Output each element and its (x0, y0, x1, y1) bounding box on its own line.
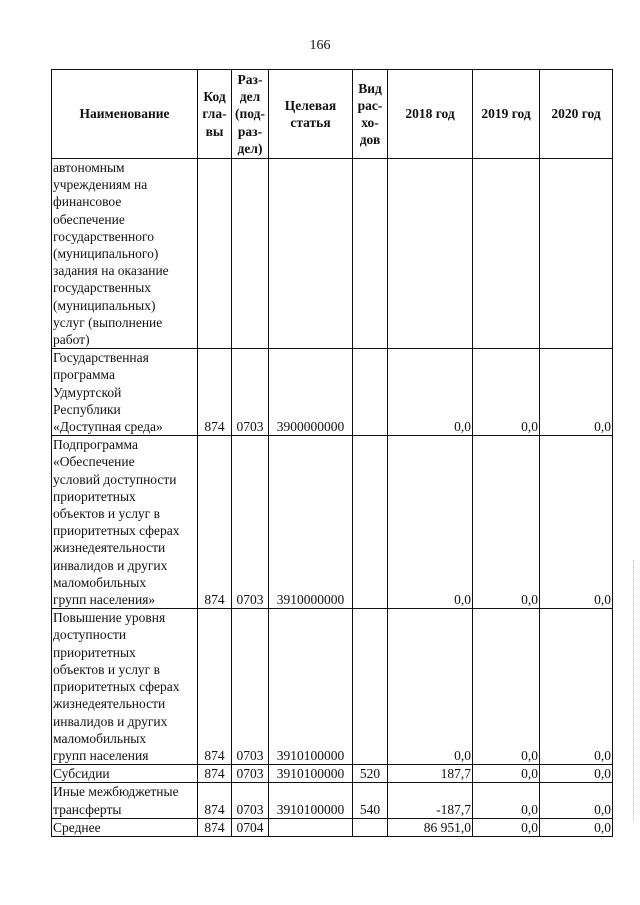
row-2018 (388, 159, 473, 349)
row-name: автономным учреждениям на финансовое обеспечение государственного (муниципального) задания на оказание государственных (муниципальных) услуг (выполнение работ) (52, 159, 198, 349)
row-2020: 0,0 (540, 609, 613, 765)
row-2020: 0,0 (540, 818, 613, 836)
budget-table (51, 69, 613, 837)
row-2020: 0,0 (540, 765, 613, 783)
row-code: 874 (198, 436, 232, 609)
header-name: Наименование (52, 70, 198, 159)
row-target: 3910100000 (269, 609, 353, 765)
row-2020: 0,0 (540, 436, 613, 609)
row-target: 3900000000 (269, 349, 353, 436)
header-section: Раз- дел (под- раз- дел) (232, 70, 269, 159)
row-expense: 520 (353, 765, 388, 783)
row-code: 874 (198, 818, 232, 836)
row-code: 874 (198, 349, 232, 436)
row-2020 (540, 159, 613, 349)
page-number: 166 (309, 38, 331, 53)
row-2020: 0,0 (540, 349, 613, 436)
row-2019: 0,0 (473, 349, 540, 436)
table-row (52, 765, 613, 783)
row-name: Государственная программа Удмуртской Республики «Доступная среда» (52, 349, 198, 436)
row-section: 0703 (232, 349, 269, 436)
row-expense: 540 (353, 783, 388, 818)
row-code: 874 (198, 783, 232, 818)
row-2018: 86 951,0 (388, 818, 473, 836)
row-code (198, 159, 232, 349)
row-target: 3910000000 (269, 436, 353, 609)
row-2018: -187,7 (388, 783, 473, 818)
header-code: Код гла- вы (198, 70, 232, 159)
scan-edge-marks (631, 560, 634, 820)
row-target (269, 159, 353, 349)
row-code: 874 (198, 609, 232, 765)
row-target: 3910100000 (269, 765, 353, 783)
row-target: 3910100000 (269, 783, 353, 818)
row-section: 0703 (232, 765, 269, 783)
row-section: 0703 (232, 436, 269, 609)
header-2020: 2020 год (540, 70, 613, 159)
row-name: Повышение уровня доступности приоритетных объектов и услуг в приоритетных сферах жизнедеятельности инвалидов и других маломобильных групп населения (52, 609, 198, 765)
table-row (52, 349, 613, 436)
row-2018: 0,0 (388, 609, 473, 765)
row-section: 0703 (232, 609, 269, 765)
table-row (52, 159, 613, 349)
row-section (232, 159, 269, 349)
header-expense: Вид рас- хо- дов (353, 70, 388, 159)
table-row (52, 609, 613, 765)
row-2019: 0,0 (473, 609, 540, 765)
row-expense (353, 436, 388, 609)
row-name: Среднее (52, 818, 198, 836)
row-expense (353, 609, 388, 765)
row-2019 (473, 159, 540, 349)
row-2019: 0,0 (473, 436, 540, 609)
row-code: 874 (198, 765, 232, 783)
table-row (52, 783, 613, 818)
row-2018: 0,0 (388, 436, 473, 609)
row-2019: 0,0 (473, 765, 540, 783)
header-2019: 2019 год (473, 70, 540, 159)
table-row (52, 818, 613, 836)
row-2018: 187,7 (388, 765, 473, 783)
row-expense (353, 349, 388, 436)
row-expense (353, 818, 388, 836)
row-2019: 0,0 (473, 818, 540, 836)
header-row (52, 70, 613, 159)
row-2020: 0,0 (540, 783, 613, 818)
row-name: Подпрограмма «Обеспечение условий доступности приоритетных объектов и услуг в приоритетных сферах жизнедеятельности инвалидов и других маломобильных групп населения» (52, 436, 198, 609)
row-name: Иные межбюджетные трансферты (52, 783, 198, 818)
header-target: Целевая статья (269, 70, 353, 159)
header-2018: 2018 год (388, 70, 473, 159)
row-section: 0703 (232, 783, 269, 818)
row-2019: 0,0 (473, 783, 540, 818)
row-2018: 0,0 (388, 349, 473, 436)
row-target (269, 818, 353, 836)
row-name: Субсидии (52, 765, 198, 783)
row-section: 0704 (232, 818, 269, 836)
row-expense (353, 159, 388, 349)
table-row (52, 436, 613, 609)
